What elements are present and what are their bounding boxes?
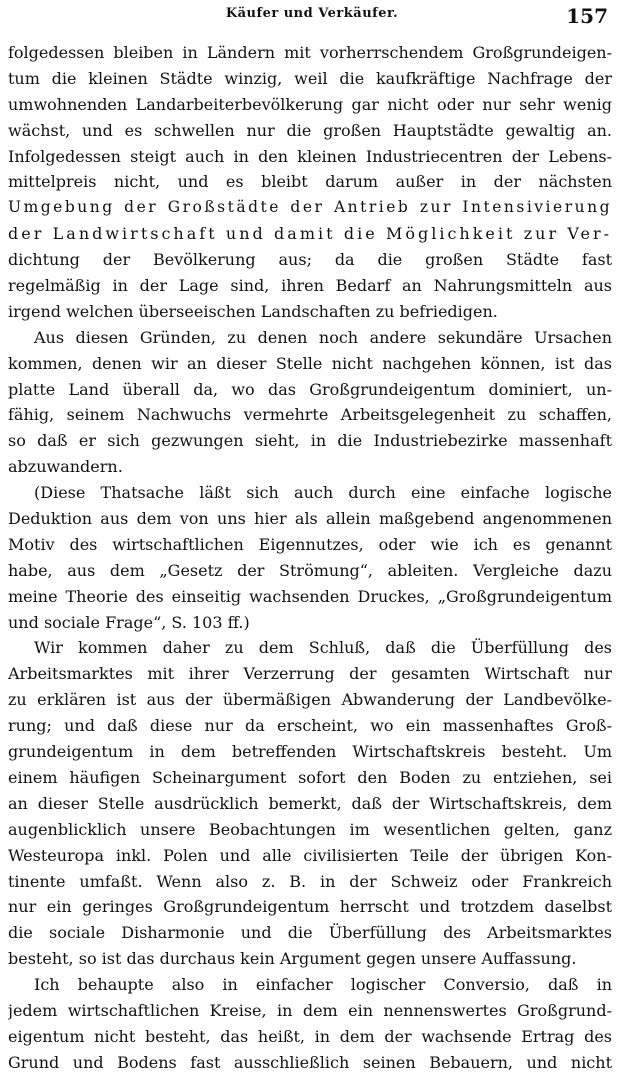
- text-line: der Landwirtschaft und damit die Möglichkeit zur Ver-: [8, 224, 612, 244]
- text-line: an dieser Stelle ausdrücklich bemerkt, daß der Wirtschaftskreis, dem: [8, 793, 612, 813]
- text-line: grundeigentum in dem betreffenden Wirtschaftskreis besteht. Um: [8, 742, 612, 762]
- text-line: platte Land überall da, wo das Großgrundeigentum dominiert, un-: [8, 379, 612, 399]
- text-line: habe, aus dem „Gesetz der Strömung“, ableiten. Vergleiche dazu: [8, 560, 612, 580]
- text-line: Aus diesen Gründen, zu denen noch andere sekundäre Ursachen: [34, 327, 612, 347]
- running-title: Käufer und Verkäufer.: [225, 6, 399, 21]
- text-line: tinente umfaßt. Wenn also z. B. in der Schweiz oder Frankreich: [8, 871, 612, 891]
- text-line: dichtung der Bevölkerung aus; da die großen Städte fast: [8, 250, 612, 270]
- text-line: rung; und daß diese nur da erscheint, wo ein massenhaftes Groß-: [8, 716, 612, 736]
- text-line: augenblicklich unsere Beobachtungen im wesentlichen gelten, ganz: [8, 819, 612, 839]
- text-line: fähig, seinem Nachwuchs vermehrte Arbeitsgelegenheit zu schaffen,: [8, 405, 612, 425]
- text-line: meine Theorie des einseitig wachsenden Druckes, „Großgrundeigentum: [8, 586, 612, 606]
- text-line: einem häufigen Scheinargument sofort den Boden zu entziehen, sei: [8, 767, 612, 787]
- text-line: Infolgedessen steigt auch in den kleinen Industriecentren der Lebens-: [8, 146, 612, 166]
- page-number: 157: [566, 4, 608, 28]
- text-line: regelmäßig in der Lage sind, ihren Bedarf an Nahrungsmitteln aus: [8, 276, 612, 296]
- text-line: zu erklären ist aus der übermäßigen Abwanderung der Landbevölke-: [8, 690, 612, 710]
- text-line: (Diese Thatsache läßt sich auch durch eine einfache logische: [34, 483, 612, 503]
- text-line: abzuwandern.: [8, 457, 123, 477]
- text-line: kommen, denen wir an dieser Stelle nicht nachgehen können, ist das: [8, 353, 612, 373]
- text-line: jedem wirtschaftlichen Kreise, in dem ein nennenswertes Großgrund-: [8, 1000, 612, 1020]
- text-line: Motiv des wirtschaftlichen Eigennutzes, oder wie ich es genannt: [8, 534, 612, 554]
- text-line: und sociale Frage“, S. 103 ff.): [8, 612, 250, 632]
- text-line: Deduktion aus dem von uns hier als allein maßgebend angenommenen: [8, 509, 612, 529]
- page-header: [0, 4, 624, 30]
- text-line: mittelpreis nicht, und es bleibt darum außer in der nächsten: [8, 172, 612, 192]
- text-line: Umgebung der Großstädte der Antrieb zur Intensivierung: [8, 198, 612, 217]
- text-line: wächst, und es schwellen nur die großen Hauptstädte gewaltig an.: [8, 120, 612, 140]
- text-line: Arbeitsmarktes mit ihrer Verzerrung der gesamten Wirtschaft nur: [8, 664, 612, 684]
- text-line: folgedessen bleiben in Ländern mit vorherrschendem Großgrundeigen-: [8, 43, 612, 62]
- text-line: tum die kleinen Städte winzig, weil die kaufkräftige Nachfrage der: [8, 68, 612, 88]
- text-line: die sociale Disharmonie und die Überfüllung des Arbeitsmarktes: [8, 923, 612, 943]
- text-line: Wir kommen daher zu dem Schluß, daß die Überfüllung des: [34, 638, 612, 658]
- text-line: Grund und Bodens fast ausschließlich seinen Bebauern, und nicht: [8, 1052, 612, 1072]
- text-line: besteht, so ist das durchaus kein Argument gegen unsere Auffassung.: [8, 949, 577, 969]
- text-line: nur ein geringes Großgrundeigentum herrscht und trotzdem daselbst: [8, 897, 612, 917]
- text-line: so daß er sich gezwungen sieht, in die Industriebezirke massenhaft: [8, 431, 612, 451]
- body-text: [8, 40, 612, 1076]
- text-line: umwohnenden Landarbeiterbevölkerung gar nicht oder nur sehr wenig: [8, 94, 612, 114]
- text-line: eigentum nicht besteht, das heißt, in dem der wachsende Ertrag des: [8, 1026, 612, 1046]
- text-line: Westeuropa inkl. Polen und alle civilisierten Teile der übrigen Kon-: [8, 845, 612, 865]
- text-line: irgend welchen überseeischen Landschaften zu befriedigen.: [8, 301, 498, 321]
- text-line: Ich behaupte also in einfacher logischer Conversio, daß in: [34, 975, 612, 995]
